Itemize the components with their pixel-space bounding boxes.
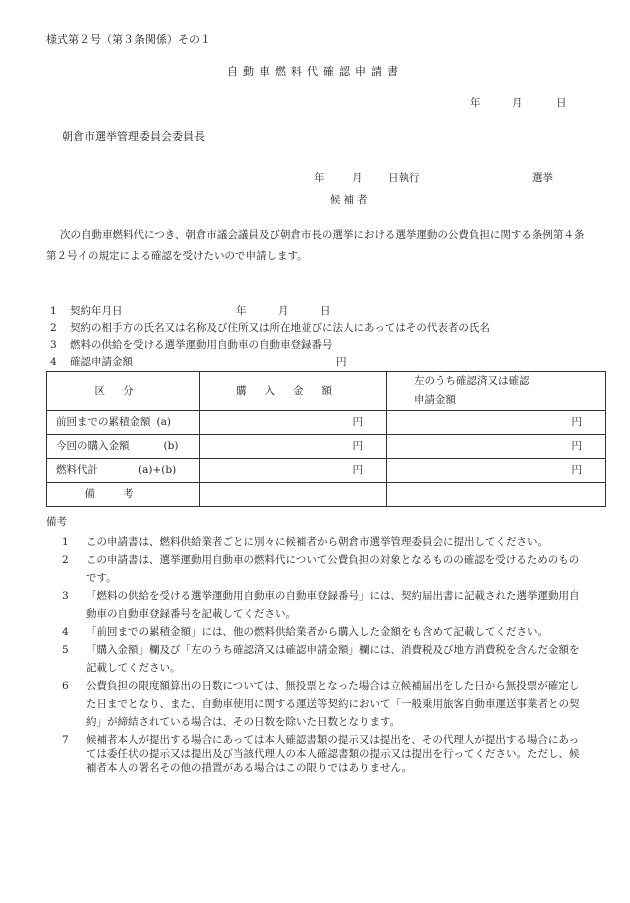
item-contract-date [50, 305, 331, 318]
table-header-row [47, 372, 606, 411]
item-text: 契約の相手方の氏名又は名称及び住所又は所在地並びに法人にあってはその代表者の氏名 [70, 322, 490, 334]
document-title: 自動車燃料代確認申請書 [227, 65, 403, 78]
candidate-label: 候補者 [330, 194, 371, 206]
purchase-amount-cell[interactable]: 円 [200, 411, 387, 435]
contract-year-label: 年 [236, 305, 247, 317]
row-label-tag: (a)+(b) [138, 464, 177, 477]
form-number: 様式第２号（第３条関係）その１ [46, 33, 211, 46]
item-vehicle-registration [50, 339, 333, 352]
notes-list [62, 533, 582, 775]
header-purchase-amount: 購入金額 [200, 372, 387, 411]
note-item [62, 677, 582, 731]
note-text: この申請書は、選挙運動用自動車の燃料代について公費負担の対象となるものの確認を受けるためのものです。 [86, 554, 580, 584]
item-text: 燃料の供給を受ける選挙運動用自動車の自動車登録番号 [70, 339, 333, 351]
note-item [62, 641, 582, 677]
row-label-text: 前回までの累積金額 [56, 416, 151, 429]
election-year-label: 年 [314, 172, 325, 184]
note-number: 2 [62, 554, 69, 566]
item-number: 4 [50, 356, 57, 368]
row-label-fuel-total [47, 459, 200, 483]
row-label-text: 燃料代計 [56, 464, 98, 477]
note-text: 「燃料の供給を受ける選挙運動用自動車の自動車登録番号」には、契約届出書に記載された選挙運動用自動車の自動車登録番号を記載してください。 [86, 590, 580, 620]
table-row [47, 435, 606, 459]
note-text: 「購入金額」欄及び「左のうち確認済又は確認申請金額」欄には、消費税及び地方消費税を含んだ金額を記載してください。 [86, 644, 580, 674]
note-number: 6 [62, 680, 69, 692]
row-label-tag: (b) [163, 440, 179, 453]
item-number: 2 [50, 322, 57, 334]
date-year-label: 年 [470, 97, 481, 109]
note-number: 1 [62, 536, 69, 548]
table-row [47, 483, 606, 507]
row-label-cumulative [47, 411, 200, 435]
item-number: 1 [50, 305, 57, 317]
addressee: 朝倉市選挙管理委員会委員長 [62, 130, 205, 143]
date-month-label: 月 [512, 97, 523, 109]
item-requested-amount [50, 356, 347, 369]
application-body-text: 次の自動車燃料代につき、朝倉市議会議員及び朝倉市長の選挙における選挙運動の公費負担に関する条例第４条第２号イの規定による確認を受けたいので申請します。 [46, 229, 585, 262]
yen-unit: 円 [336, 356, 347, 368]
purchase-amount-cell[interactable]: 円 [200, 459, 387, 483]
confirmed-amount-cell[interactable]: 円 [387, 459, 606, 483]
amount-table [46, 371, 606, 507]
table-row [47, 411, 606, 435]
contract-day-label: 日 [320, 305, 331, 317]
note-number: 4 [62, 626, 69, 638]
note-number: 7 [62, 734, 69, 746]
note-text: 公費負担の限度額算出の日数については、無投票となった場合は立候補届出をした日から無投票が確定した日までとなり、また、自動車使用に関する運送等契約において「一般乗用旅客自動車運送事業者との契約」が締結されている場合は、その日数を除いた日数となります。 [86, 680, 580, 728]
note-text: この申請書は、燃料供給業者ごとに別々に候補者から朝倉市選挙管理委員会に提出してください。 [86, 536, 548, 548]
note-text: 候補者本人が提出する場合にあっては本人確認書類の提示又は提出を、その代理人が提出する場合にあっては委任状の提示又は提出及び当該代理人の本人確認書類の提示又は提出を行ってください。ただし、候補者本人の署名その他の措置がある場合はこの限りではありません。 [86, 734, 580, 774]
note-item [62, 587, 582, 623]
purchase-amount-cell[interactable]: 円 [200, 435, 387, 459]
item-text: 確認申請金額 [70, 356, 133, 368]
note-number: 5 [62, 644, 69, 656]
remarks-cell[interactable] [387, 483, 606, 507]
row-label-tag: (a) [156, 416, 171, 429]
note-text: 「前回までの累積金額」には、他の燃料供給業者から購入した金額をも含めて記載してください。 [86, 626, 548, 638]
header-confirmed-amount [387, 372, 606, 411]
remarks-cell[interactable] [200, 483, 387, 507]
note-item [62, 533, 582, 551]
row-label-text: 今回の購入金額 [56, 440, 130, 453]
item-contractor-name [50, 322, 490, 335]
header-confirmed-line1: 左のうち確認済又は確認 [414, 375, 530, 387]
date-day-label: 日 [556, 97, 567, 109]
contract-month-label: 月 [278, 305, 289, 317]
confirmed-amount-cell[interactable]: 円 [387, 411, 606, 435]
item-number: 3 [50, 339, 57, 351]
item-text: 契約年月日 [70, 305, 123, 317]
notes-heading: 備考 [46, 516, 67, 528]
note-item [62, 733, 582, 775]
note-item [62, 623, 582, 641]
election-day-exec-label: 日執行 [388, 172, 420, 184]
table-row [47, 459, 606, 483]
note-number: 3 [62, 590, 69, 602]
note-item [62, 551, 582, 587]
header-category: 区分 [47, 372, 200, 411]
election-label: 選挙 [532, 172, 553, 184]
row-label-current [47, 435, 200, 459]
confirmed-amount-cell[interactable]: 円 [387, 435, 606, 459]
row-label-remarks: 備考 [47, 483, 200, 507]
header-confirmed-line2: 申請金額 [414, 394, 456, 406]
election-month-label: 月 [352, 172, 363, 184]
